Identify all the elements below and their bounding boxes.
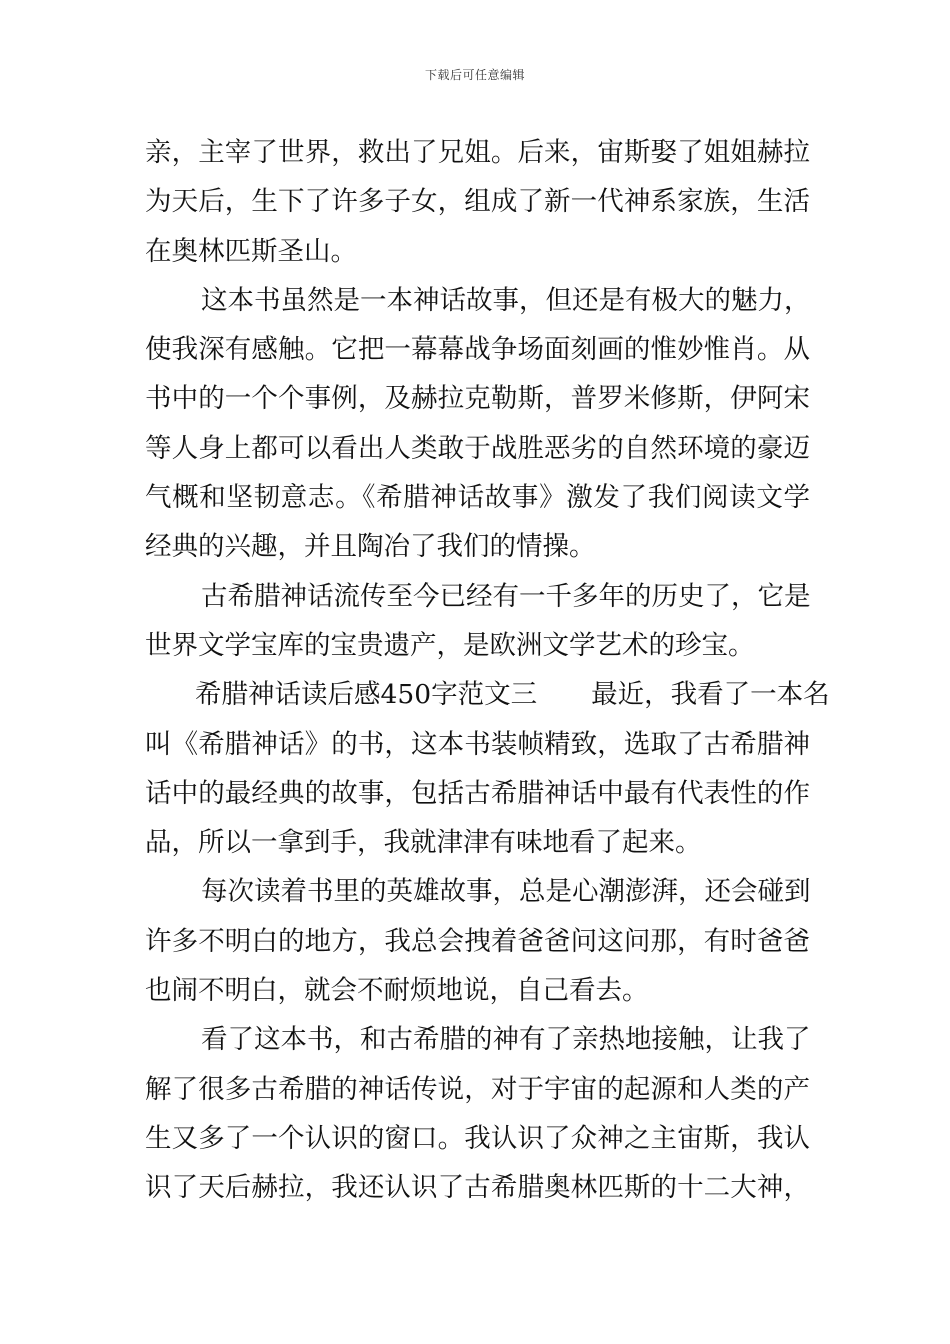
text-line: 亲，主宰了世界，救出了兄姐。后来，宙斯娶了姐姐赫拉 xyxy=(145,137,810,168)
section-title: 希腊神话读后感450字范文三 xyxy=(195,679,538,711)
text-line: 在奥林匹斯圣山。 xyxy=(145,235,357,267)
text-line: 经典的兴趣，并且陶冶了我们的情操。 xyxy=(145,531,596,563)
paragraph-4 xyxy=(145,670,830,867)
text-line: 等人身上都可以看出人类敢于战胜恶劣的自然环境的豪迈 xyxy=(145,432,810,464)
text-line: 书中的一个个事例，及赫拉克勒斯，普罗米修斯，伊阿宋 xyxy=(145,383,810,415)
document-body xyxy=(145,128,830,1213)
text-line: 解了很多古希腊的神话传说，对于宇宙的起源和人类的产 xyxy=(145,1073,810,1105)
text-line: 生又多了一个认识的窗口。我认识了众神之主宙斯，我认 xyxy=(145,1122,810,1154)
text-line: 使我深有感触。它把一幕幕战争场面刻画的惟妙惟肖。从 xyxy=(145,334,810,366)
text-line: 识了天后赫拉，我还认识了古希腊奥林匹斯的十二大神， xyxy=(145,1172,810,1204)
section-title-line xyxy=(145,670,830,719)
text-line: 每次读着书里的英雄故事，总是心潮澎湃，还会碰到 xyxy=(201,876,811,908)
paragraph-5 xyxy=(145,867,810,1015)
text-line: 也闹不明白，就会不耐烦地说，自己看去。 xyxy=(145,975,649,1007)
text-line: 气概和坚韧意志。《希腊神话故事》激发了我们阅读文学 xyxy=(145,482,810,514)
paragraph-3 xyxy=(145,572,810,671)
text-line: 看了这本书，和古希腊的神有了亲热地接触，让我了 xyxy=(201,1024,811,1056)
paragraph-2 xyxy=(145,276,810,572)
text-line: 为天后，生下了许多子女，组成了新一代神系家族，生活 xyxy=(145,186,810,218)
text-line: 这本书虽然是一本神话故事，但还是有极大的魅力， xyxy=(201,284,811,316)
text-line: 世界文学宝库的宝贵遗产，是欧洲文学艺术的珍宝。 xyxy=(145,629,755,661)
text-line: 品，所以一拿到手，我就津津有味地看了起来。 xyxy=(145,827,702,859)
paragraph-1 xyxy=(145,128,810,276)
text-line: 话中的最经典的故事，包括古希腊神话中最有代表性的作 xyxy=(145,777,810,809)
text-line: 叫《希腊神话》的书，这本书装帧精致，选取了古希腊神 xyxy=(145,728,810,760)
page-header: 下载后可任意编辑 xyxy=(424,68,525,82)
paragraph-6 xyxy=(145,1015,810,1212)
text-line: 古希腊神话流传至今已经有一千多年的历史了，它是 xyxy=(201,580,811,612)
text-line: 许多不明白的地方，我总会拽着爸爸问这问那，有时爸爸 xyxy=(145,925,810,957)
section-title-rest: 最近，我看了一本名 xyxy=(591,679,830,711)
